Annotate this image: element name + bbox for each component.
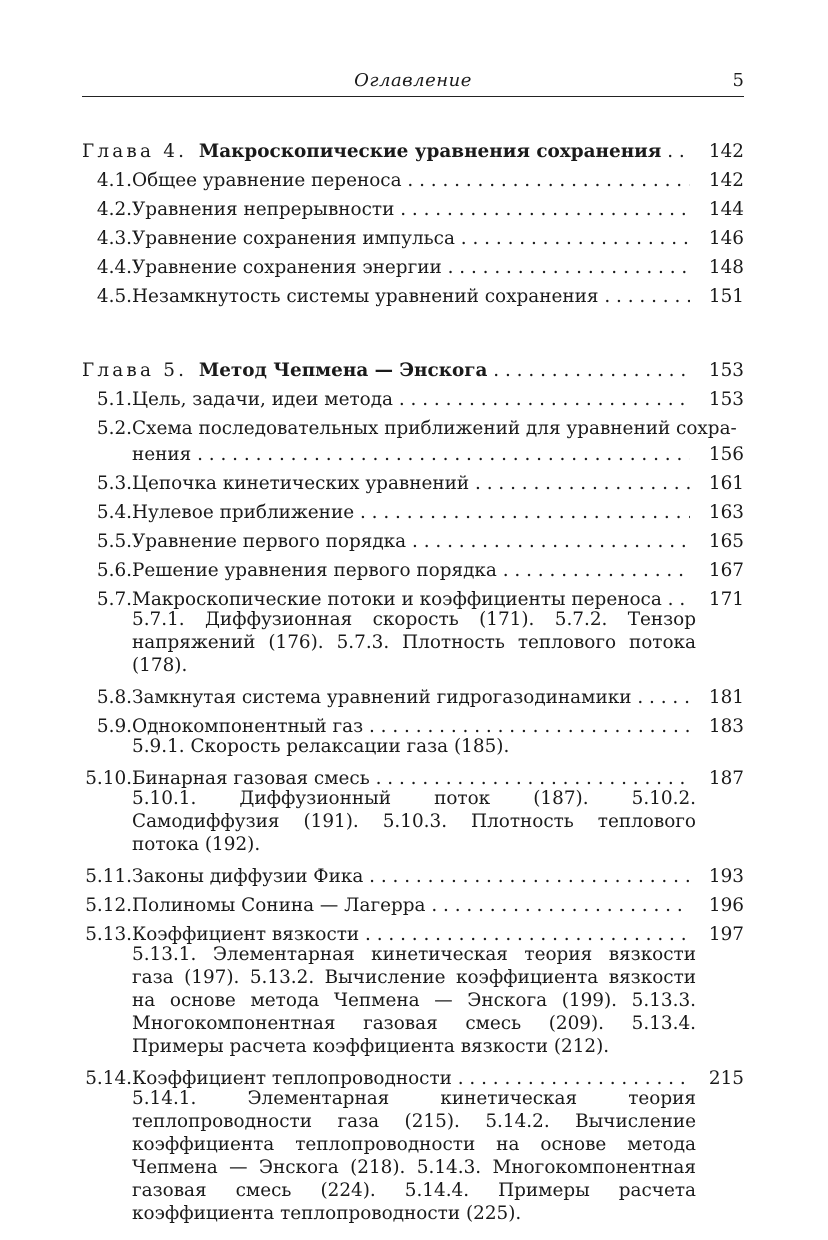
toc-entry-4-5[interactable] — [82, 282, 744, 311]
section-number: 4.3. — [96, 228, 132, 249]
toc-entry-5-10[interactable] — [82, 764, 744, 793]
toc-entry-4-4[interactable] — [82, 253, 744, 282]
section-title: Макроскопические потоки и коэффициенты переноса . . . — [132, 585, 690, 614]
section-title: Уравнения непрерывности . . . — [132, 195, 690, 224]
toc-entry-5-12[interactable] — [82, 891, 744, 920]
section-title: Полиномы Сонина — Лагерра . . . — [132, 891, 690, 920]
header-title: Оглавление — [354, 70, 472, 91]
section-number: 5.3. — [96, 473, 132, 494]
subsection-list-5-13: 5.13.1. Элементарная кинетическая теория вязкости газа (197). 5.13.2. Вычисление коэффициента вязкости на основе метода Чепмена — Энскога (199). 5.13.3. Многокомпонентная газовая смесь (209). 5.13.4. Примеры расчета коэффициента вязкости (212). — [132, 944, 696, 1057]
page-number: 167 — [708, 560, 744, 581]
section-number: 5.1. — [96, 389, 132, 410]
section-number: 5.11. — [85, 866, 132, 887]
running-header — [82, 70, 744, 97]
section-title — [132, 414, 744, 443]
section-title: Уравнение сохранения энергии . . . — [132, 253, 690, 282]
chapter-5-entry[interactable] — [82, 356, 744, 385]
toc-entry-5-13[interactable] — [82, 920, 744, 949]
section-title: Коэффициент вязкости . . . — [132, 920, 690, 949]
toc-entry-5-1[interactable] — [82, 385, 744, 414]
page-number: 146 — [708, 228, 744, 249]
chapter-title: Метод Чепмена — Энскога — [198, 360, 488, 381]
section-number: 4.4. — [96, 257, 132, 278]
section-number: 4.2. — [96, 199, 132, 220]
section-title: Коэффициент теплопроводности . . . — [132, 1064, 690, 1093]
toc-entry-5-6[interactable] — [82, 556, 744, 585]
page-number: 153 — [708, 389, 744, 410]
section-number: 4.1. — [96, 170, 132, 191]
page-number: 148 — [708, 257, 744, 278]
subsection-list-5-10: 5.10.1. Диффузионный поток (187). 5.10.2. Самодиффузия (191). 5.10.3. Плотность теплового потока (192). — [132, 788, 696, 855]
section-number: 5.10. — [85, 768, 132, 789]
section-number: 5.12. — [85, 895, 132, 916]
section-title: Цель, задачи, идеи метода . . . — [132, 385, 690, 414]
page-number: 196 — [708, 895, 744, 916]
page-number: 193 — [708, 866, 744, 887]
toc-entry-5-3[interactable] — [82, 469, 744, 498]
section-title: Замкнутая система уравнений гидрогазодинамики . . . — [132, 683, 690, 712]
toc-entry-5-5[interactable] — [82, 527, 744, 556]
toc-entry-5-11[interactable] — [82, 862, 744, 891]
header-page-number: 5 — [732, 70, 744, 91]
chapter-4-entry[interactable] — [82, 137, 744, 166]
page-number: 165 — [708, 531, 744, 552]
page-number: 187 — [708, 768, 744, 789]
section-title: Решение уравнения первого порядка . . . — [132, 556, 690, 585]
subsection-list-5-9: 5.9.1. Скорость релаксации газа (185). — [132, 736, 510, 757]
toc-entry-4-2[interactable] — [82, 195, 744, 224]
section-title: Уравнение сохранения импульса . . . — [132, 224, 690, 253]
subsection-list-5-14: 5.14.1. Элементарная кинетическая теория теплопроводности газа (215). 5.14.2. Вычисление коэффициента теплопроводности на основе метода Чепмена — Энскога (218). 5.14.3. Многокомпонентная газовая смесь (224). 5.14.4. Примеры расчета коэффициента теплопроводности (225). — [132, 1088, 696, 1224]
section-number: 5.8. — [96, 687, 132, 708]
section-title: Незамкнутость системы уравнений сохранения . . . — [132, 282, 690, 311]
toc-entry-5-14[interactable] — [82, 1064, 744, 1093]
toc-entry-5-2[interactable] — [82, 414, 744, 440]
section-number: 5.4. — [96, 502, 132, 523]
section-number: 5.9. — [96, 716, 132, 737]
section-number: 5.6. — [96, 560, 132, 581]
toc-entry-5-4[interactable] — [82, 498, 744, 527]
section-title: Однокомпонентный газ . . . — [132, 712, 690, 741]
toc-entry-5-2-cont[interactable] — [82, 440, 744, 469]
section-number: 4.5. — [96, 286, 132, 307]
section-title-line1: Схема последовательных приближений для уравнений сохра- — [132, 418, 737, 439]
section-title: Общее уравнение переноса . . . — [132, 166, 690, 195]
page-number: 171 — [708, 589, 744, 610]
section-title-continued: нения . . . — [132, 440, 690, 469]
page-number: 183 — [708, 716, 744, 737]
toc-entry-5-7[interactable] — [82, 585, 744, 614]
section-title: Уравнение первого порядка . . . — [132, 527, 690, 556]
page-number: 163 — [708, 502, 744, 523]
chapter-label: Глава 5. — [82, 360, 188, 381]
page-number: 142 — [708, 170, 744, 191]
page-number: 142 — [708, 141, 744, 162]
toc-entry-4-1[interactable] — [82, 166, 744, 195]
page-number: 153 — [708, 360, 744, 381]
table-of-contents — [82, 137, 744, 1231]
subsection-list-5-7: 5.7.1. Диффузионная скорость (171). 5.7.2. Тензор напряжений (176). 5.7.3. Плотность теплового потока (178). — [132, 609, 696, 676]
page-number: 156 — [708, 444, 744, 465]
section-title: Нулевое приближение . . . — [132, 498, 690, 527]
page-number: 151 — [708, 286, 744, 307]
toc-entry-5-9[interactable] — [82, 712, 744, 741]
section-number: 5.2. — [96, 418, 132, 439]
toc-entry-4-3[interactable] — [82, 224, 744, 253]
section-title: Цепочка кинетических уравнений . . . — [132, 469, 690, 498]
page-number: 161 — [708, 473, 744, 494]
chapter-title: Макроскопические уравнения сохранения — [198, 141, 662, 162]
toc-entry-5-8[interactable] — [82, 683, 744, 712]
section-number: 5.13. — [85, 924, 132, 945]
chapter-label: Глава 4. — [82, 141, 188, 162]
page-number: 197 — [708, 924, 744, 945]
page-number: 181 — [708, 687, 744, 708]
section-number: 5.5. — [96, 531, 132, 552]
section-number: 5.14. — [85, 1068, 132, 1089]
section-title: Бинарная газовая смесь . . . — [132, 764, 690, 793]
page-number: 215 — [708, 1068, 744, 1089]
section-number: 5.7. — [96, 589, 132, 610]
page-number: 144 — [708, 199, 744, 220]
section-title: Законы диффузии Фика . . . — [132, 862, 690, 891]
